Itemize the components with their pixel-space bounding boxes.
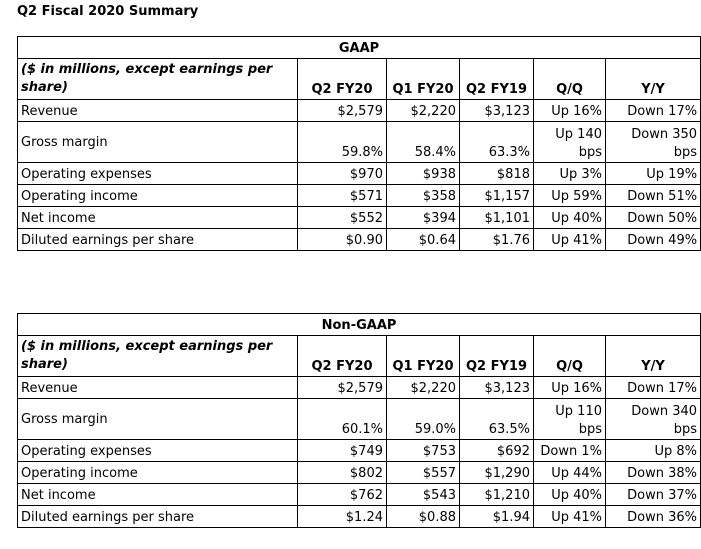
- cell-qq: Up 3%: [534, 163, 606, 185]
- cell-yy: Down 36%: [606, 506, 701, 528]
- cell-q2fy20: $0.90: [298, 229, 387, 251]
- cell-q2fy19: $692: [460, 440, 534, 462]
- cell-qq: Up 41%: [534, 506, 606, 528]
- row-label: Net income: [18, 207, 298, 229]
- cell-q2fy20: $749: [298, 440, 387, 462]
- row-label: Gross margin: [18, 122, 298, 163]
- col-header-q2fy19: Q2 FY19: [460, 59, 534, 100]
- cell-q1fy20: $394: [387, 207, 460, 229]
- cell-qq: Up 16%: [534, 100, 606, 122]
- section-header-row: [18, 314, 701, 336]
- cell-yy: Down 49%: [606, 229, 701, 251]
- table-row: [18, 377, 701, 399]
- cell-q1fy20: $2,220: [387, 377, 460, 399]
- cell-q2fy19: $1,101: [460, 207, 534, 229]
- cell-q1fy20: $557: [387, 462, 460, 484]
- section-title: GAAP: [18, 37, 701, 59]
- cell-yy: Up 19%: [606, 163, 701, 185]
- cell-q2fy20: $1.24: [298, 506, 387, 528]
- row-label: Operating expenses: [18, 440, 298, 462]
- table-row: [18, 399, 701, 440]
- table-row: [18, 440, 701, 462]
- cell-q1fy20: $358: [387, 185, 460, 207]
- cell-q2fy20: $762: [298, 484, 387, 506]
- cell-q1fy20: $938: [387, 163, 460, 185]
- table-row: [18, 506, 701, 528]
- cell-yy: Down 17%: [606, 377, 701, 399]
- cell-q1fy20: 59.0%: [387, 399, 460, 440]
- cell-q2fy19: $1,210: [460, 484, 534, 506]
- cell-q2fy19: $1,290: [460, 462, 534, 484]
- cell-yy: Down 340 bps: [606, 399, 701, 440]
- row-label: Diluted earnings per share: [18, 506, 298, 528]
- cell-yy: Down 17%: [606, 100, 701, 122]
- row-label: Operating income: [18, 185, 298, 207]
- col-header-q1fy20: Q1 FY20: [387, 59, 460, 100]
- cell-q2fy19: $1.94: [460, 506, 534, 528]
- table-row: [18, 122, 701, 163]
- cell-q2fy19: 63.5%: [460, 399, 534, 440]
- cell-q2fy20: $970: [298, 163, 387, 185]
- table-row: [18, 100, 701, 122]
- cell-q1fy20: $543: [387, 484, 460, 506]
- row-label: Net income: [18, 484, 298, 506]
- cell-q2fy20: $2,579: [298, 377, 387, 399]
- section-header-row: [18, 37, 701, 59]
- cell-qq: Up 16%: [534, 377, 606, 399]
- col-header-q2fy20: Q2 FY20: [298, 59, 387, 100]
- cell-q1fy20: $0.64: [387, 229, 460, 251]
- cell-qq: Up 140 bps: [534, 122, 606, 163]
- col-header-yy: Y/Y: [606, 59, 701, 100]
- cell-qq: Up 40%: [534, 207, 606, 229]
- page-title: Q2 Fiscal 2020 Summary: [17, 4, 199, 19]
- non-gaap-summary-table: [17, 313, 701, 528]
- col-header-qq: Q/Q: [534, 336, 606, 377]
- cell-q1fy20: $2,220: [387, 100, 460, 122]
- cell-q2fy19: $3,123: [460, 100, 534, 122]
- cell-yy: Down 350 bps: [606, 122, 701, 163]
- unit-note: ($ in millions, except earnings per share): [18, 59, 298, 100]
- table-row: [18, 229, 701, 251]
- table-row: [18, 185, 701, 207]
- cell-q2fy20: $802: [298, 462, 387, 484]
- row-label: Gross margin: [18, 399, 298, 440]
- cell-qq: Down 1%: [534, 440, 606, 462]
- cell-qq: Up 110 bps: [534, 399, 606, 440]
- cell-q2fy20: 60.1%: [298, 399, 387, 440]
- cell-yy: Down 51%: [606, 185, 701, 207]
- cell-yy: Down 38%: [606, 462, 701, 484]
- cell-q1fy20: $753: [387, 440, 460, 462]
- col-header-qq: Q/Q: [534, 59, 606, 100]
- column-header-row: [18, 336, 701, 377]
- cell-q2fy19: $1,157: [460, 185, 534, 207]
- cell-yy: Down 37%: [606, 484, 701, 506]
- unit-note: ($ in millions, except earnings per share): [18, 336, 298, 377]
- row-label: Revenue: [18, 377, 298, 399]
- cell-q2fy19: 63.3%: [460, 122, 534, 163]
- cell-q2fy20: $571: [298, 185, 387, 207]
- cell-q2fy20: $2,579: [298, 100, 387, 122]
- column-header-row: [18, 59, 701, 100]
- cell-q2fy20: 59.8%: [298, 122, 387, 163]
- table-row: [18, 207, 701, 229]
- cell-q2fy19: $818: [460, 163, 534, 185]
- row-label: Operating income: [18, 462, 298, 484]
- col-header-yy: Y/Y: [606, 336, 701, 377]
- col-header-q2fy19: Q2 FY19: [460, 336, 534, 377]
- cell-q2fy19: $1.76: [460, 229, 534, 251]
- gaap-summary-table: [17, 36, 701, 251]
- cell-qq: Up 40%: [534, 484, 606, 506]
- cell-qq: Up 41%: [534, 229, 606, 251]
- row-label: Revenue: [18, 100, 298, 122]
- cell-q1fy20: $0.88: [387, 506, 460, 528]
- col-header-q2fy20: Q2 FY20: [298, 336, 387, 377]
- cell-yy: Up 8%: [606, 440, 701, 462]
- table-row: [18, 484, 701, 506]
- col-header-q1fy20: Q1 FY20: [387, 336, 460, 377]
- cell-yy: Down 50%: [606, 207, 701, 229]
- section-title: Non-GAAP: [18, 314, 701, 336]
- cell-qq: Up 44%: [534, 462, 606, 484]
- row-label: Diluted earnings per share: [18, 229, 298, 251]
- row-label: Operating expenses: [18, 163, 298, 185]
- cell-q2fy20: $552: [298, 207, 387, 229]
- cell-qq: Up 59%: [534, 185, 606, 207]
- table-row: [18, 163, 701, 185]
- cell-q1fy20: 58.4%: [387, 122, 460, 163]
- cell-q2fy19: $3,123: [460, 377, 534, 399]
- table-row: [18, 462, 701, 484]
